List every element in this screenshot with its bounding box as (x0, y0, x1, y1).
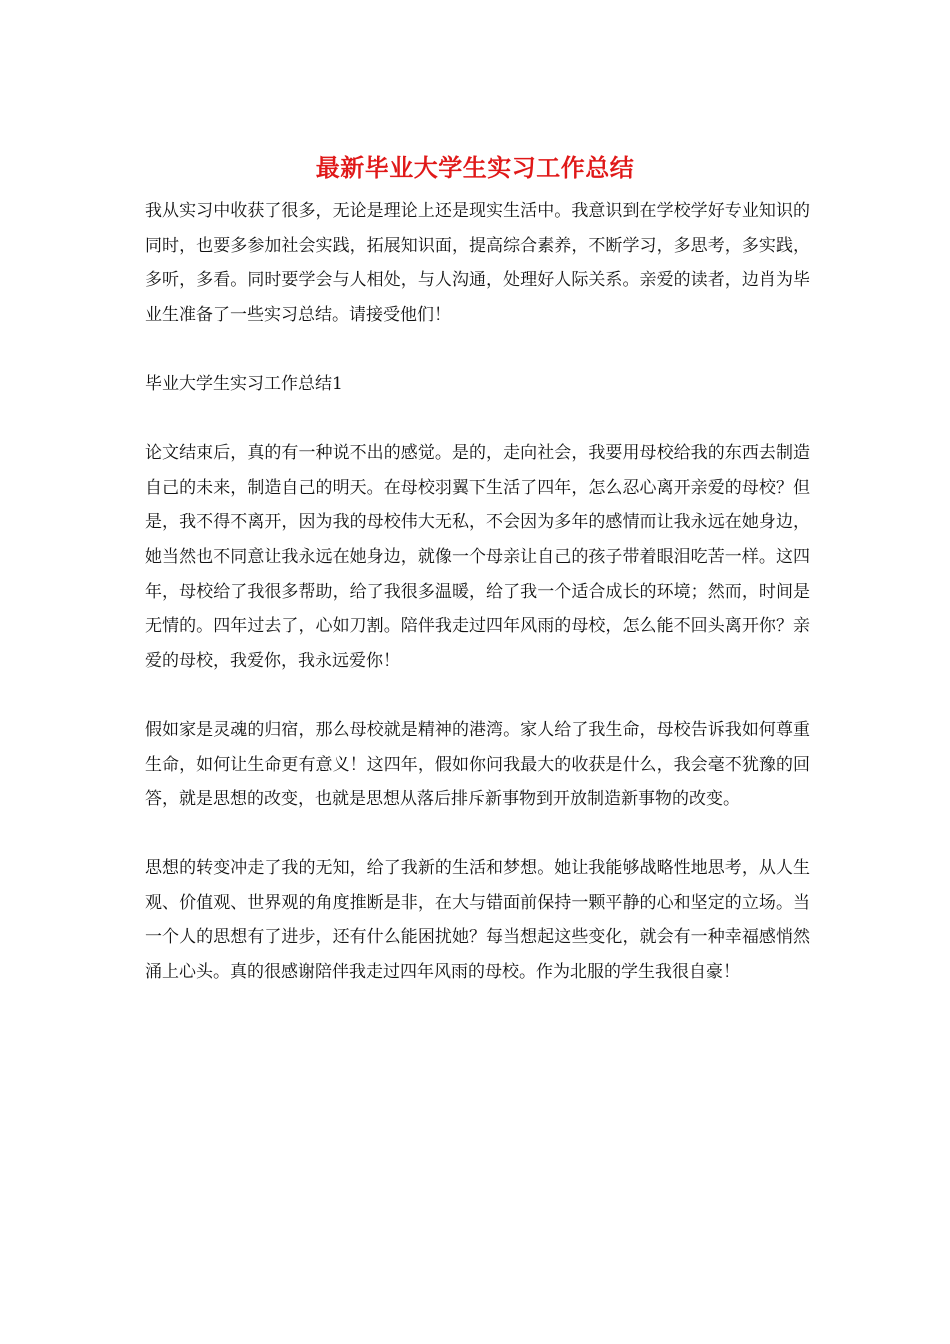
intro-paragraph: 我从实习中收获了很多，无论是理论上还是现实生活中。我意识到在学校学好专业知识的同时，也要多参加社会实践，拓展知识面，提高综合素养，不断学习，多思考，多实践，多听，多看。同时要学会与人相处，与人沟通，处理好人际关系。亲爱的读者，边肖为毕业生准备了一些实习总结。请接受他们！ (145, 201, 810, 325)
document-title: 最新毕业大学生实习工作总结 (315, 153, 635, 182)
section-heading: 毕业大学生实习工作总结1 (145, 373, 343, 394)
body-paragraph: 假如家是灵魂的归宿，那么母校就是精神的港湾。家人给了我生命，母校告诉我如何尊重生命，如何让生命更有意义！这四年，假如你问我最大的收获是什么，我会毫不犹豫的回答，就是思想的改变，也就是思想从落后排斥新事物到开放制造新事物的改变。 (145, 719, 810, 810)
body-paragraph: 论文结束后，真的有一种说不出的感觉。是的，走向社会，我要用母校给我的东西去制造自己的未来，制造自己的明天。在母校羽翼下生活了四年，怎么忍心离开亲爱的母校？但是，我不得不离开，因为我的母校伟大无私，不会因为多年的感情而让我永远在她身边，她当然也不同意让我永远在她身边，就像一个母亲让自己的孩子带着眼泪吃苦一样。这四年，母校给了我很多帮助，给了我很多温暖，给了我一个适合成长的环境；然而，时间是无情的。四年过去了，心如刀割。陪伴我走过四年风雨的母校，怎么能不回头离开你？亲爱的母校，我爱你，我永远爱你！ (145, 443, 810, 671)
body-paragraph: 思想的转变冲走了我的无知，给了我新的生活和梦想。她让我能够战略性地思考，从人生观、价值观、世界观的角度推断是非，在大与错面前保持一颗平静的心和坚定的立场。当一个人的思想有了进步，还有什么能困扰她？每当想起这些变化，就会有一种幸福感悄然涌上心头。真的很感谢陪伴我走过四年风雨的母校。作为北服的学生我很自豪！ (145, 858, 810, 983)
document-body (145, 194, 810, 990)
